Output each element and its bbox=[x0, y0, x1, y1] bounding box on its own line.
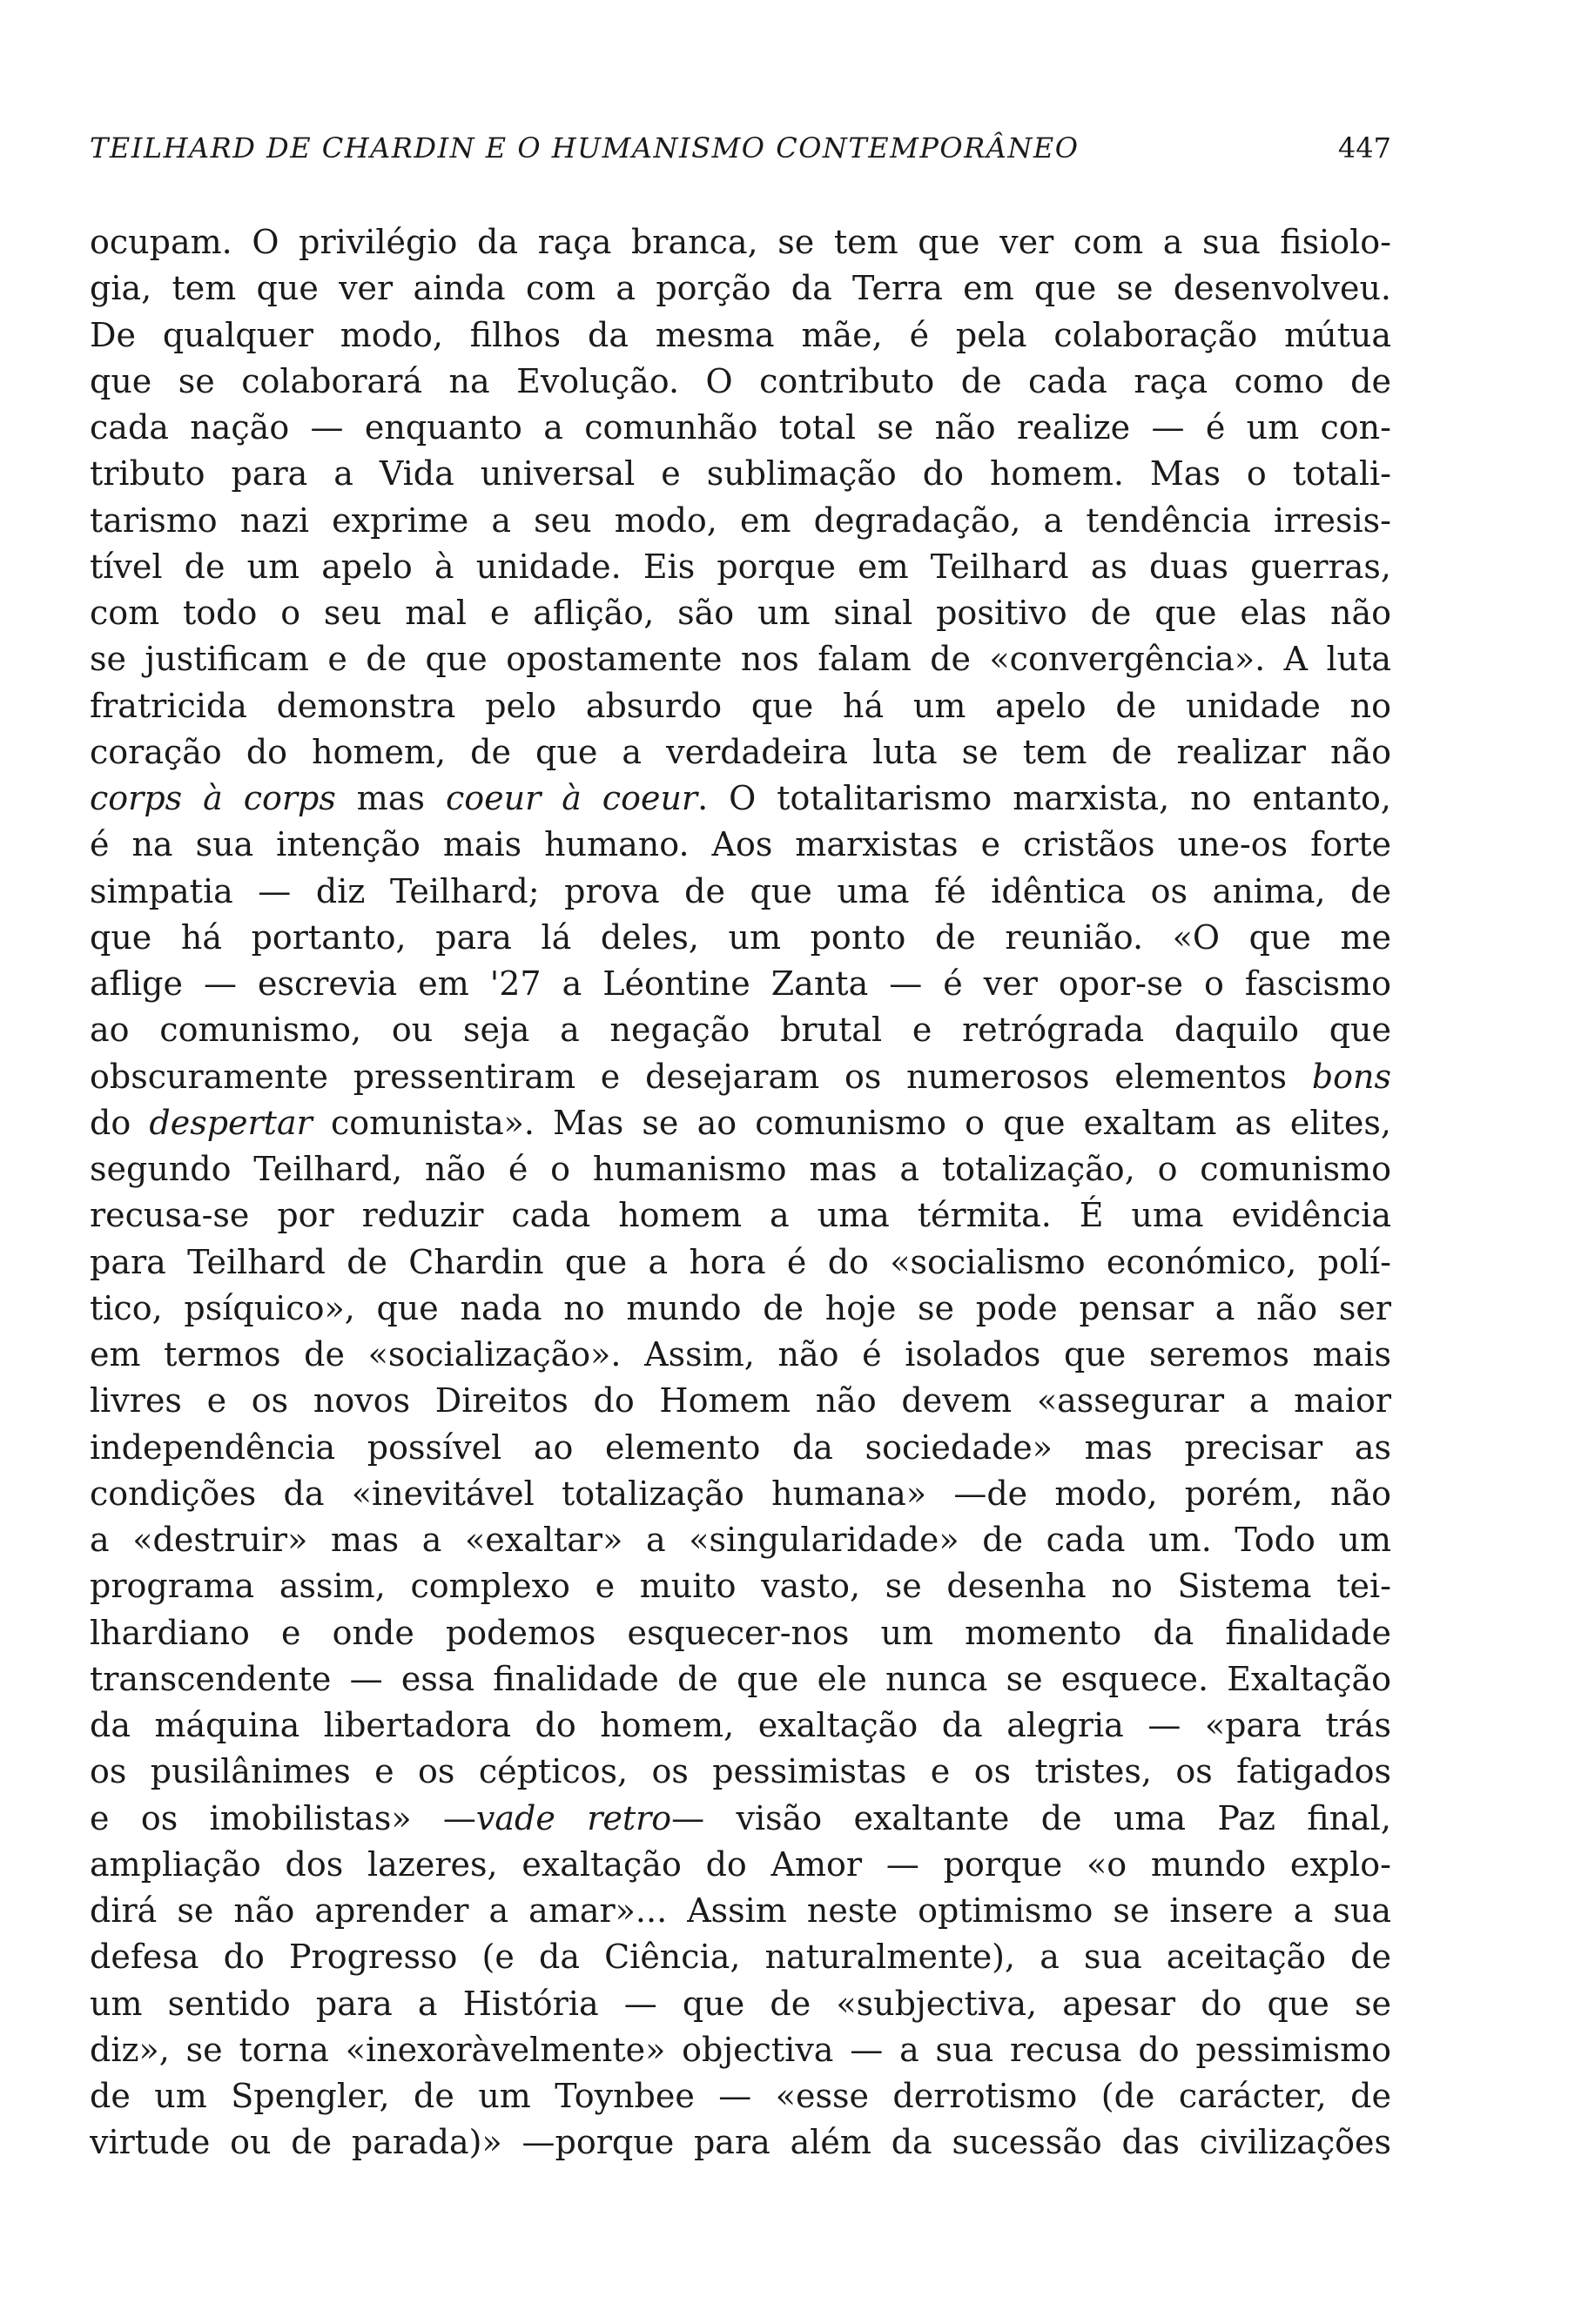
text-segment: e os imobilistas» — bbox=[90, 1798, 476, 1837]
text-segment: programa assim, complexo e muito vasto, se desenha no Sistema tei- bbox=[90, 1567, 1391, 1606]
text-segment: lhardiano e onde podemos esquecer-nos um momento da finalidade bbox=[90, 1613, 1391, 1652]
text-line bbox=[90, 1842, 1391, 1888]
text-segment: de um Spengler, de um Toynbee — «esse derrotismo (de carácter, de bbox=[90, 2077, 1391, 2115]
text-line bbox=[90, 359, 1391, 405]
text-line bbox=[90, 219, 1391, 265]
text-segment: tico, psíquico», que nada no mundo de hoje se pode pensar a não ser bbox=[90, 1288, 1391, 1327]
italic-text: vade retro bbox=[475, 1798, 672, 1837]
italic-text: coeur à coeur bbox=[445, 779, 698, 817]
text-segment: para Teilhard de Chardin que a hora é do «socialismo económico, polí- bbox=[90, 1242, 1391, 1281]
text-line bbox=[90, 312, 1391, 359]
text-line bbox=[90, 1981, 1391, 2027]
text-segment: fratricida demonstra pelo absurdo que há um apelo de unidade no bbox=[90, 686, 1391, 725]
text-segment: . O totalitarismo marxista, no entanto, bbox=[697, 779, 1391, 817]
text-segment: mas bbox=[335, 779, 446, 817]
text-segment: se justificam e de que opostamente nos falam de «convergência». A luta bbox=[90, 640, 1391, 679]
text-segment: obscuramente pressentiram e desejaram os numerosos elementos bbox=[90, 1057, 1312, 1096]
text-line bbox=[90, 1656, 1391, 1703]
text-segment: os pusilânimes e os cépticos, os pessimistas e os tristes, os fatigados bbox=[90, 1752, 1391, 1791]
text-line bbox=[90, 729, 1391, 776]
italic-text: corps à corps bbox=[90, 779, 336, 817]
text-line bbox=[90, 961, 1391, 1007]
text-segment: virtude ou de parada)» —porque para além da sucessão das civilizações bbox=[90, 2123, 1391, 2162]
text-line bbox=[90, 265, 1391, 312]
text-segment: dirá se não aprender a amar»... Assim neste optimismo se insere a sua bbox=[90, 1891, 1391, 1930]
text-line bbox=[90, 1146, 1391, 1192]
page-number: 447 bbox=[1337, 131, 1391, 165]
text-segment: que há portanto, para lá deles, um ponto de reunião. «O que me bbox=[90, 917, 1391, 957]
text-segment: gia, tem que ver ainda com a porção da Terra em que se desenvolveu. bbox=[90, 269, 1391, 308]
text-line bbox=[90, 1332, 1391, 1378]
text-segment: é na sua intenção mais humano. Aos marxistas e cristãos une-os forte bbox=[90, 825, 1391, 864]
text-line bbox=[90, 1425, 1391, 1471]
text-segment: da máquina libertadora do homem, exaltação da alegria — «para trás bbox=[90, 1706, 1391, 1744]
text-segment: ampliação dos lazeres, exaltação do Amor — porque «o mundo explo- bbox=[90, 1844, 1391, 1884]
text-line bbox=[90, 915, 1391, 961]
text-line bbox=[90, 2119, 1391, 2166]
text-line bbox=[90, 2073, 1391, 2119]
text-line bbox=[90, 1100, 1391, 1146]
text-segment: com todo o seu mal e aflição, são um sinal positivo de que elas não bbox=[90, 594, 1391, 632]
running-title: TEILHARD DE CHARDIN E O HUMANISMO CONTEMPORÂNEO bbox=[90, 131, 1080, 165]
text-line bbox=[90, 451, 1391, 497]
text-segment: simpatia — diz Teilhard; prova de que uma fé idêntica os anima, de bbox=[90, 871, 1391, 910]
text-line bbox=[90, 590, 1391, 636]
text-line bbox=[90, 1471, 1391, 1517]
text-segment: tarismo nazi exprime a seu modo, em degradação, a tendência irresis- bbox=[90, 500, 1391, 540]
text-segment: segundo Teilhard, não é o humanismo mas a totalização, o comunismo bbox=[90, 1150, 1391, 1188]
text-segment: tível de um apelo à unidade. Eis porque em Teilhard as duas guerras, bbox=[90, 547, 1391, 586]
text-line bbox=[90, 1610, 1391, 1656]
text-line bbox=[90, 1934, 1391, 1980]
text-line bbox=[90, 405, 1391, 451]
text-segment: um sentido para a História — que de «subjectiva, apesar do que se bbox=[90, 1984, 1391, 2023]
text-line bbox=[90, 1239, 1391, 1286]
text-segment: livres e os novos Direitos do Homem não devem «assegurar a maior bbox=[90, 1381, 1391, 1421]
text-line bbox=[90, 1796, 1391, 1842]
text-segment: cada nação — enquanto a comunhão total se não realize — é um con- bbox=[90, 408, 1391, 447]
text-segment: ocupam. O privilégio da raça branca, se tem que ver com a sua fisiolo- bbox=[90, 223, 1391, 261]
italic-text: despertar bbox=[149, 1103, 313, 1142]
text-segment: coração do homem, de que a verdadeira luta se tem de realizar não bbox=[90, 732, 1391, 771]
italic-text: bons bbox=[1311, 1057, 1391, 1096]
text-segment: — visão exaltante de uma Paz final, bbox=[671, 1798, 1391, 1837]
text-segment: transcendente — essa finalidade de que ele nunca se esquece. Exaltação bbox=[90, 1659, 1391, 1698]
text-segment: a «destruir» mas a «exaltar» a «singularidade» de cada um. Todo um bbox=[90, 1521, 1391, 1559]
text-segment: do bbox=[90, 1103, 150, 1142]
text-line bbox=[90, 636, 1391, 682]
text-line bbox=[90, 1563, 1391, 1609]
text-segment: comunista». Mas se ao comunismo o que exaltam as elites, bbox=[312, 1103, 1391, 1142]
text-segment: em termos de «socialização». Assim, não é isolados que seremos mais bbox=[90, 1335, 1391, 1374]
text-segment: independência possível ao elemento da sociedade» mas precisar as bbox=[90, 1427, 1391, 1467]
text-line bbox=[90, 1054, 1391, 1100]
text-line bbox=[90, 544, 1391, 590]
text-segment: defesa do Progresso (e da Ciência, naturalmente), a sua aceitação de bbox=[90, 1938, 1391, 1977]
text-segment: ao comunismo, ou seja a negação brutal e retrógrada daquilo que bbox=[90, 1011, 1391, 1050]
text-line bbox=[90, 869, 1391, 915]
text-segment: condições da «inevitável totalização humana» —de modo, porém, não bbox=[90, 1474, 1391, 1513]
text-segment: que se colaborará na Evolução. O contributo de cada raça como de bbox=[90, 361, 1391, 400]
text-line bbox=[90, 2027, 1391, 2073]
text-segment: tributo para a Vida universal e sublimação do homem. Mas o totali- bbox=[90, 454, 1391, 494]
text-line bbox=[90, 1192, 1391, 1239]
text-segment: De qualquer modo, filhos da mesma mãe, é pela colaboração mútua bbox=[90, 315, 1391, 354]
body-text bbox=[90, 219, 1391, 2166]
text-line bbox=[90, 498, 1391, 544]
text-line bbox=[90, 1517, 1391, 1563]
text-line bbox=[90, 1007, 1391, 1053]
text-segment: aflige — escrevia em '27 a Léontine Zanta — é ver opor-se o fascismo bbox=[90, 964, 1391, 1003]
text-line bbox=[90, 1749, 1391, 1795]
text-line bbox=[90, 683, 1391, 729]
text-line bbox=[90, 1703, 1391, 1749]
text-segment: recusa-se por reduzir cada homem a uma térmita. É uma evidência bbox=[90, 1196, 1391, 1235]
text-line bbox=[90, 776, 1391, 822]
text-segment: diz», se torna «inexoràvelmente» objectiva — a sua recusa do pessimismo bbox=[90, 2030, 1391, 2069]
running-head bbox=[90, 126, 1391, 170]
text-line bbox=[90, 1286, 1391, 1332]
text-line bbox=[90, 822, 1391, 868]
text-line bbox=[90, 1888, 1391, 1934]
text-line bbox=[90, 1378, 1391, 1424]
